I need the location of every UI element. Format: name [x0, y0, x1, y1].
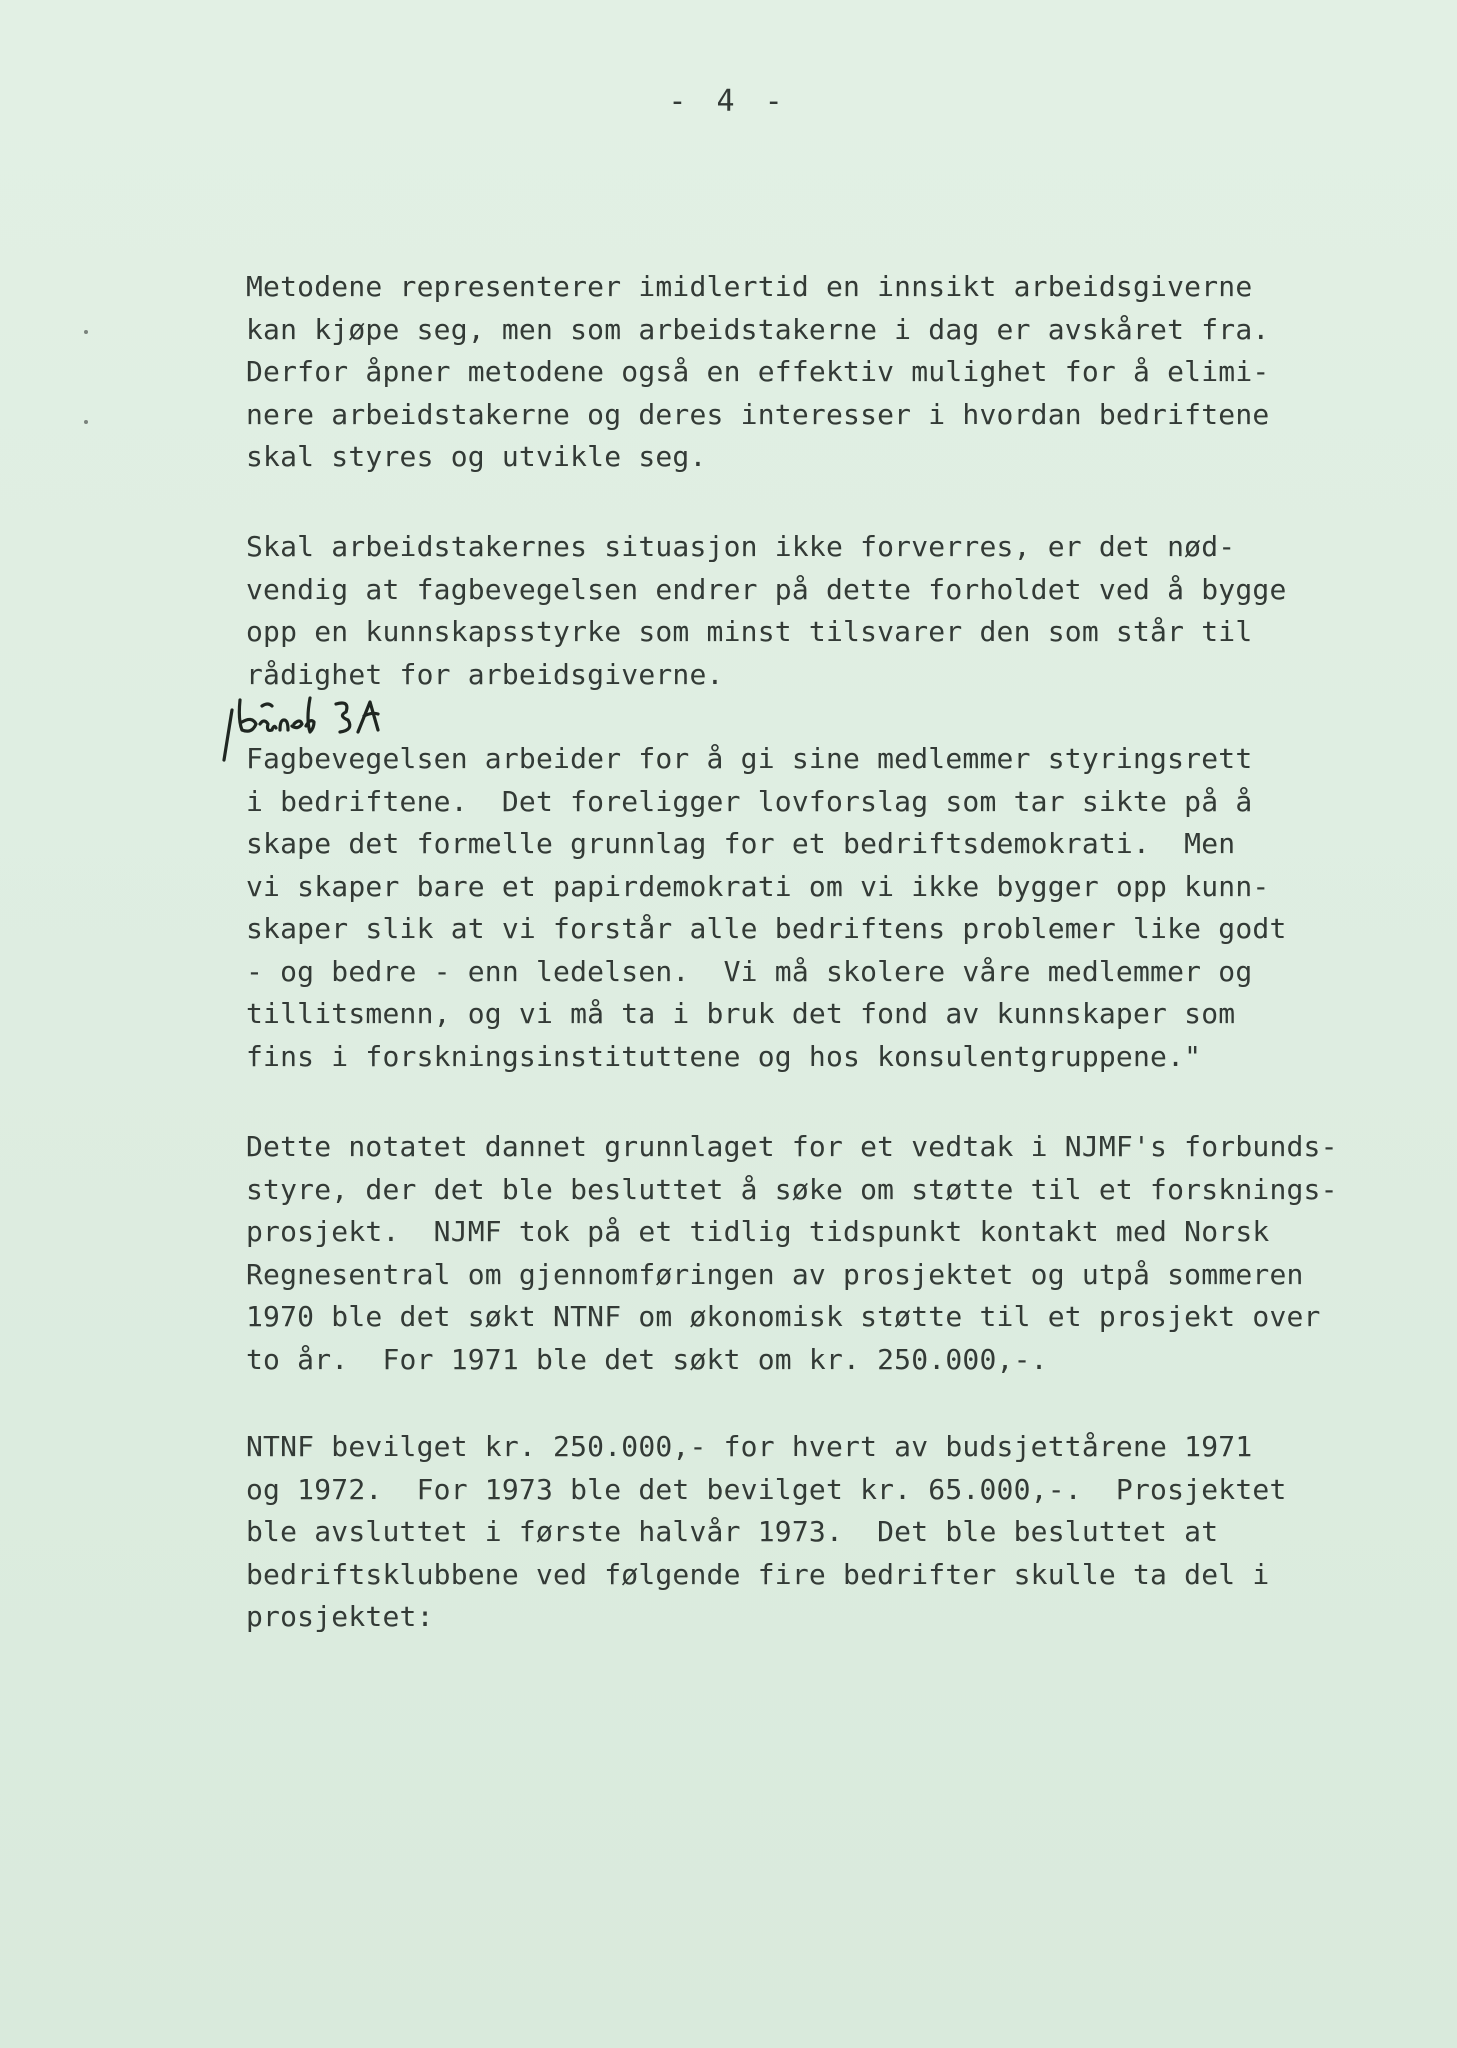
text-line: to år. For 1971 ble det søkt om kr. 250.000,-.: [246, 1342, 1048, 1376]
text-line: prosjekt. NJMF tok på et tidlig tidspunkt kontakt med Norsk: [246, 1215, 1270, 1248]
text-line: tillitsmenn, og vi må ta i bruk det fond av kunnskaper som: [246, 997, 1236, 1030]
text-line: NTNF bevilget kr. 250.000,- for hvert av budsjettårene 1971: [246, 1430, 1253, 1463]
text-line: styre, der det ble besluttet å søke om støtte til et forsknings-: [246, 1172, 1338, 1206]
text-line: - og bedre - enn ledelsen. Vi må skolere våre medlemmer og: [246, 954, 1253, 988]
text-line: skape det formelle grunnlag for et bedriftsdemokrati. Men: [246, 827, 1236, 860]
paragraph-funding: [246, 1426, 1287, 1639]
margin-mark: [84, 330, 88, 334]
text-line: Derfor åpner metodene også en effektiv mulighet for å elimi-: [246, 355, 1270, 388]
text-line: Fagbevegelsen arbeider for å gi sine medlemmer styringsrett: [246, 742, 1253, 775]
text-line: kan kjøpe seg, men som arbeidstakerne i dag er avskåret fra.: [246, 312, 1270, 346]
text-line: vi skaper bare et papirdemokrati om vi ikke bygger opp kunn-: [246, 869, 1270, 903]
paragraph-memo: [246, 1126, 1338, 1381]
text-line: bedriftsklubbene ved følgende fire bedrifter skulle ta del i: [246, 1557, 1270, 1591]
text-line: 1970 ble det søkt NTNF om økonomisk støtte til et prosjekt over: [246, 1300, 1321, 1333]
text-line: vendig at fagbevegelsen endrer på dette forholdet ved å bygge: [246, 572, 1287, 606]
text-line: i bedriftene. Det foreligger lovforslag som tar sikte på å: [246, 784, 1253, 818]
page-number: - 4 -: [668, 84, 789, 119]
text-line: nere arbeidstakerne og deres interesser i hvordan bedriftene: [246, 397, 1270, 431]
text-line: Dette notatet dannet grunnlaget for et vedtak i NJMF's forbunds-: [246, 1130, 1338, 1163]
text-line: prosjektet:: [246, 1600, 434, 1633]
paragraph-methods: [246, 266, 1269, 479]
paragraph-trade-union: [246, 738, 1287, 1078]
text-line: opp en kunnskapsstyrke som minst tilsvarer den som står til: [246, 615, 1253, 648]
text-line: Regnesentral om gjennomføringen av prosjektet og utpå sommeren: [246, 1257, 1304, 1291]
text-line: Metodene representerer imidlertid en innsikt arbeidsgiverne: [246, 270, 1253, 303]
text-line: Skal arbeidstakernes situasjon ikke forverres, er det nød-: [246, 530, 1236, 563]
text-line: skaper slik at vi forstår alle bedriftens problemer like godt: [246, 912, 1287, 945]
text-line: rådighet for arbeidsgiverne.: [246, 657, 724, 691]
text-line: ble avsluttet i første halvår 1973. Det ble besluttet at: [246, 1515, 1219, 1548]
text-line: skal styres og utvikle seg.: [246, 440, 707, 473]
text-line: fins i forskningsinstituttene og hos konsulentgruppene.": [246, 1039, 1202, 1073]
text-line: og 1972. For 1973 ble det bevilget kr. 65.000,-. Prosjektet: [246, 1472, 1287, 1506]
paragraph-situation: [246, 526, 1287, 696]
margin-mark: [84, 420, 88, 424]
